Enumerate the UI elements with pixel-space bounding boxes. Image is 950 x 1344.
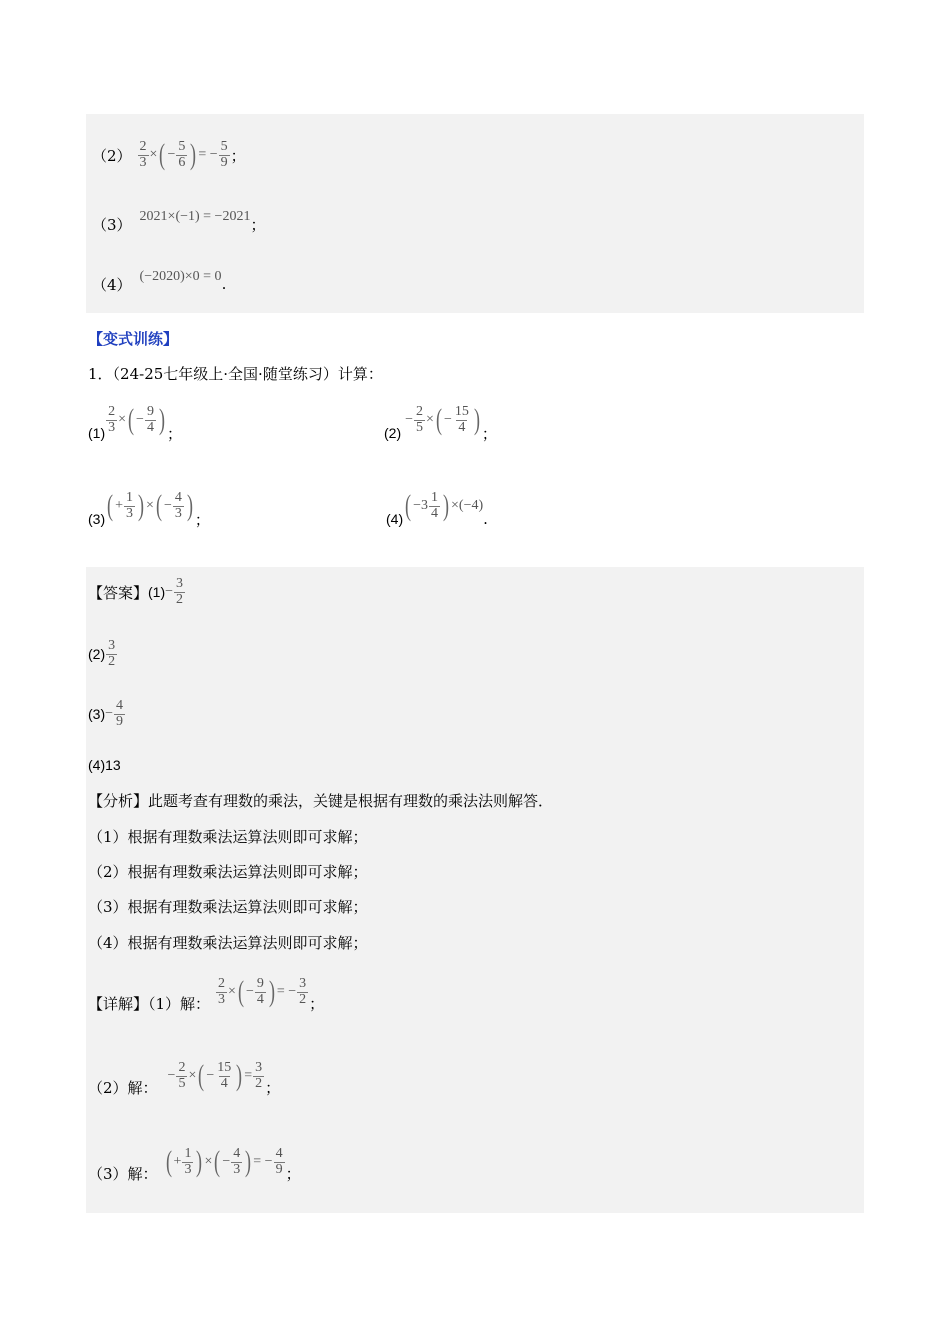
fraction: $\frac{2}{3}$	[108, 403, 116, 435]
fraction: $\frac{15}{4}$	[217, 1059, 232, 1091]
item-label: （4）	[92, 275, 132, 294]
fraction: $\frac{3}{2}$	[108, 637, 116, 669]
problem-2: (2) − $\frac{2}{5}$ × ( − $\frac{15}{4}$ ) ；	[384, 403, 497, 443]
answer-box	[86, 567, 864, 1213]
fraction: $\frac{2}{3}$	[139, 138, 147, 170]
answer-4: (4)13	[88, 757, 121, 773]
answer-3: (3) − $\frac{4}{9}$	[88, 697, 124, 729]
fraction: $\frac{2}{5}$	[416, 403, 424, 435]
fraction: $\frac{5}{6}$	[178, 138, 186, 170]
item-4: （4） (−2020)×0 = 0 .	[92, 269, 227, 294]
fraction: $\frac{2}{5}$	[178, 1059, 186, 1091]
item-label: （2）	[92, 146, 132, 165]
item-2: （2） $\frac{2}{3}$ × ( − $\frac{5}{6}$ ) = − $\frac{5}{9}$ ；	[92, 138, 246, 171]
analysis-text: 【分析】此题考查有理数的乘法，关键是根据有理数的乘法法则解答．	[88, 791, 554, 810]
question-text: 1．（24-25七年级上·全国·随堂练习）计算：	[88, 364, 383, 383]
equation: (−2020)×0 = 0	[139, 269, 222, 284]
item-3: （3） 2021×(−1) = −2021 ；	[92, 209, 266, 234]
detail-tag: 【详解】（1）解：	[88, 994, 211, 1013]
fraction: $\frac{9}{4}$	[256, 975, 264, 1007]
item-label: （3）	[92, 215, 132, 234]
fraction: $\frac{15}{4}$	[454, 403, 469, 435]
problem-4: (4) ( −3 $\frac{1}{4}$ ) ×(−4) .	[386, 489, 488, 528]
fraction: $\frac{1}{3}$	[126, 489, 134, 521]
fraction: $\frac{4}{9}$	[116, 697, 124, 729]
fraction: $\frac{9}{4}$	[146, 403, 154, 435]
detail-2: （2）解： − $\frac{2}{5}$ × ( − $\frac{15}{4}$ ) = $\frac{3}{2}$ ；	[88, 1059, 281, 1097]
fraction: $\frac{4}{3}$	[233, 1145, 241, 1177]
detail-3: （3）解： ( + $\frac{1}{3}$ ) × ( − $\frac{4}{3}$ ) = − $\frac{4}{9}$ ；	[88, 1145, 301, 1183]
section-heading: 【变式训练】	[88, 329, 179, 348]
analysis-step: （1）根据有理数乘法运算法则即可求解；	[88, 827, 368, 846]
fraction: $\frac{2}{3}$	[218, 975, 226, 1007]
answer-tag: 【答案】	[88, 583, 149, 602]
detail-1: 【详解】（1）解： $\frac{2}{3}$ × ( − $\frac{9}{4}$ ) = − $\frac{3}{2}$ ；	[88, 975, 325, 1013]
equation: 2021×(−1) = −2021	[139, 209, 251, 224]
fraction: $\frac{3}{2}$	[176, 575, 184, 607]
fraction: $\frac{1}{4}$	[431, 489, 439, 521]
fraction: $\frac{1}{3}$	[184, 1145, 192, 1177]
problem-3: (3) ( + $\frac{1}{3}$ ) × ( − $\frac{4}{3}$ ) ；	[88, 489, 210, 529]
fraction: $\frac{5}{9}$	[220, 138, 228, 170]
analysis-step: （4）根据有理数乘法运算法则即可求解；	[88, 933, 368, 952]
fraction: $\frac{4}{9}$	[275, 1145, 283, 1177]
fraction: $\frac{4}{3}$	[174, 489, 182, 521]
fraction: $\frac{3}{2}$	[299, 975, 307, 1007]
analysis-step: （2）根据有理数乘法运算法则即可求解；	[88, 862, 368, 881]
problem-1: (1) $\frac{2}{3}$ × ( − $\frac{9}{4}$ ) ；	[88, 403, 182, 443]
fraction: $\frac{3}{2}$	[255, 1059, 263, 1091]
answer-2: (2) $\frac{3}{2}$	[88, 637, 116, 669]
answer-1: 【答案】 (1) − $\frac{3}{2}$	[88, 575, 184, 607]
analysis-step: （3）根据有理数乘法运算法则即可求解；	[88, 897, 368, 916]
